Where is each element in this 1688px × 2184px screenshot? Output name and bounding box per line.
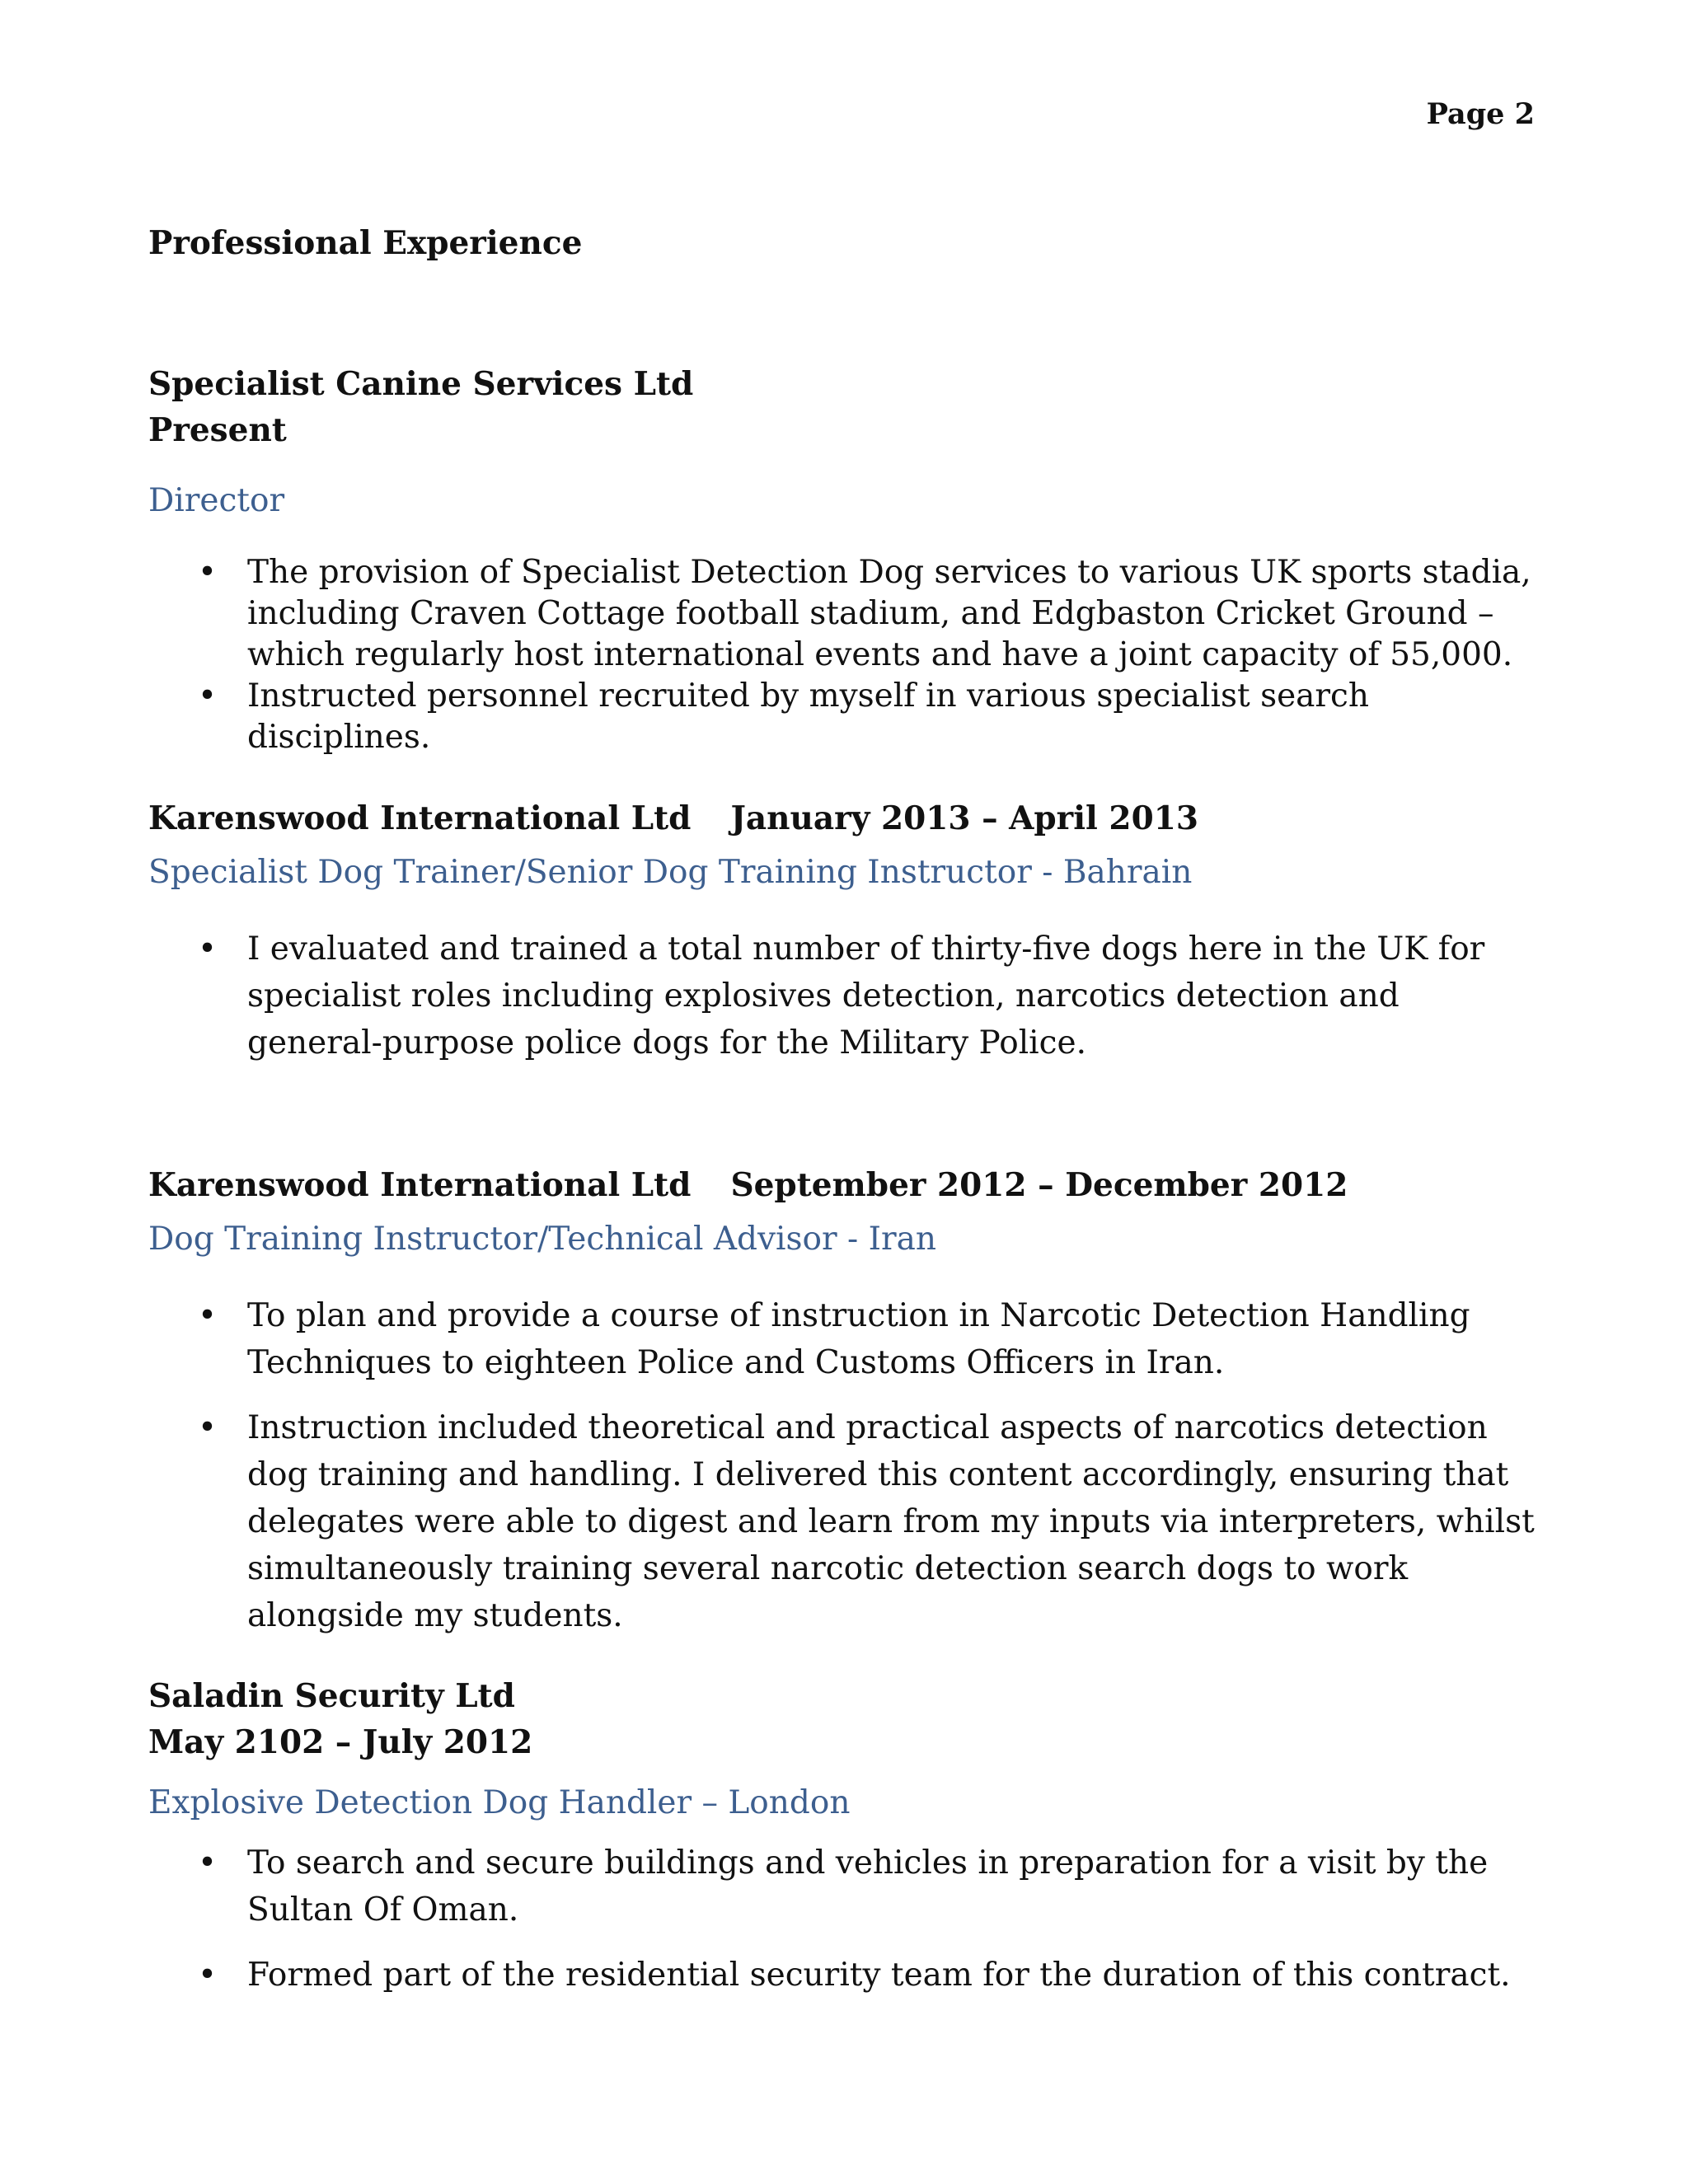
bullet-icon: • — [198, 1297, 218, 1334]
list-item — [148, 676, 1541, 758]
bullet-text: Instructed personnel recruited by myself in various specialist search disciplines. — [247, 677, 1370, 756]
job-role: Director — [148, 482, 285, 519]
job-entry — [148, 1162, 1541, 1657]
bullet-icon: • — [198, 930, 218, 968]
job-role: Dog Training Instructor/Technical Advisor - Iran — [148, 1221, 937, 1258]
bullet-text: The provision of Specialist Detection Dog services to various UK sports stadia, including Craven Cottage football stadium, and Edgbaston Cricket Ground – which regularly host international events and have a joint capacity of 55,000. — [247, 554, 1531, 673]
bullet-icon: • — [198, 1409, 218, 1446]
bullet-icon: • — [198, 677, 218, 715]
job-entry — [148, 795, 1541, 1085]
bullet-list — [148, 552, 1541, 758]
list-item — [148, 552, 1541, 676]
bullet-icon: • — [198, 1957, 218, 1994]
bullet-text: To search and secure buildings and vehicles in preparation for a visit by the Sultan Of Oman. — [247, 1844, 1489, 1929]
bullet-text: Formed part of the residential security team for the duration of this contract. — [247, 1957, 1511, 1994]
list-item — [148, 1952, 1541, 1999]
employment-dates: May 2102 – July 2012 — [148, 1723, 533, 1761]
job-role: Specialist Dog Trainer/Senior Dog Training Instructor - Bahrain — [148, 854, 1193, 891]
section-title: Professional Experience — [148, 224, 583, 262]
bullet-icon: • — [198, 554, 218, 591]
bullet-text: To plan and provide a course of instruction in Narcotic Detection Handling Techniques to eighteen Police and Customs Officers in Iran. — [247, 1297, 1470, 1381]
list-item — [148, 1404, 1541, 1639]
list-item — [148, 926, 1541, 1066]
list-item — [148, 1840, 1541, 1933]
employment-dates: Present — [148, 411, 287, 449]
company-name: Saladin Security Ltd — [148, 1677, 515, 1715]
bullet-text: Instruction included theoretical and practical aspects of narcotics detection dog training and handling. I delivered this content accordingly, ensuring that delegates were able to digest and learn from my inputs via interpreters, whilst simultaneously training several narcotic detection search dogs to work alongside my students. — [247, 1409, 1535, 1634]
bullet-list — [148, 1840, 1541, 1999]
bullet-list — [148, 1292, 1541, 1639]
job-entry — [148, 1673, 1541, 2017]
bullet-list — [148, 926, 1541, 1066]
employment-dates: January 2013 – April 2013 — [730, 799, 1198, 837]
bullet-text: I evaluated and trained a total number of thirty-five dogs here in the UK for specialist roles including explosives detection, narcotics detection and general-purpose police dogs for the Military Police. — [247, 930, 1485, 1062]
company-name: Karenswood International Ltd — [148, 1166, 692, 1204]
page-number: Page 2 — [1426, 97, 1535, 131]
job-role: Explosive Detection Dog Handler – London — [148, 1784, 851, 1821]
bullet-icon: • — [198, 1844, 218, 1882]
job-entry — [148, 361, 1541, 758]
list-item — [148, 1292, 1541, 1386]
employment-dates: September 2012 – December 2012 — [730, 1166, 1348, 1204]
company-name: Karenswood International Ltd — [148, 799, 692, 837]
company-name: Specialist Canine Services Ltd — [148, 365, 694, 403]
